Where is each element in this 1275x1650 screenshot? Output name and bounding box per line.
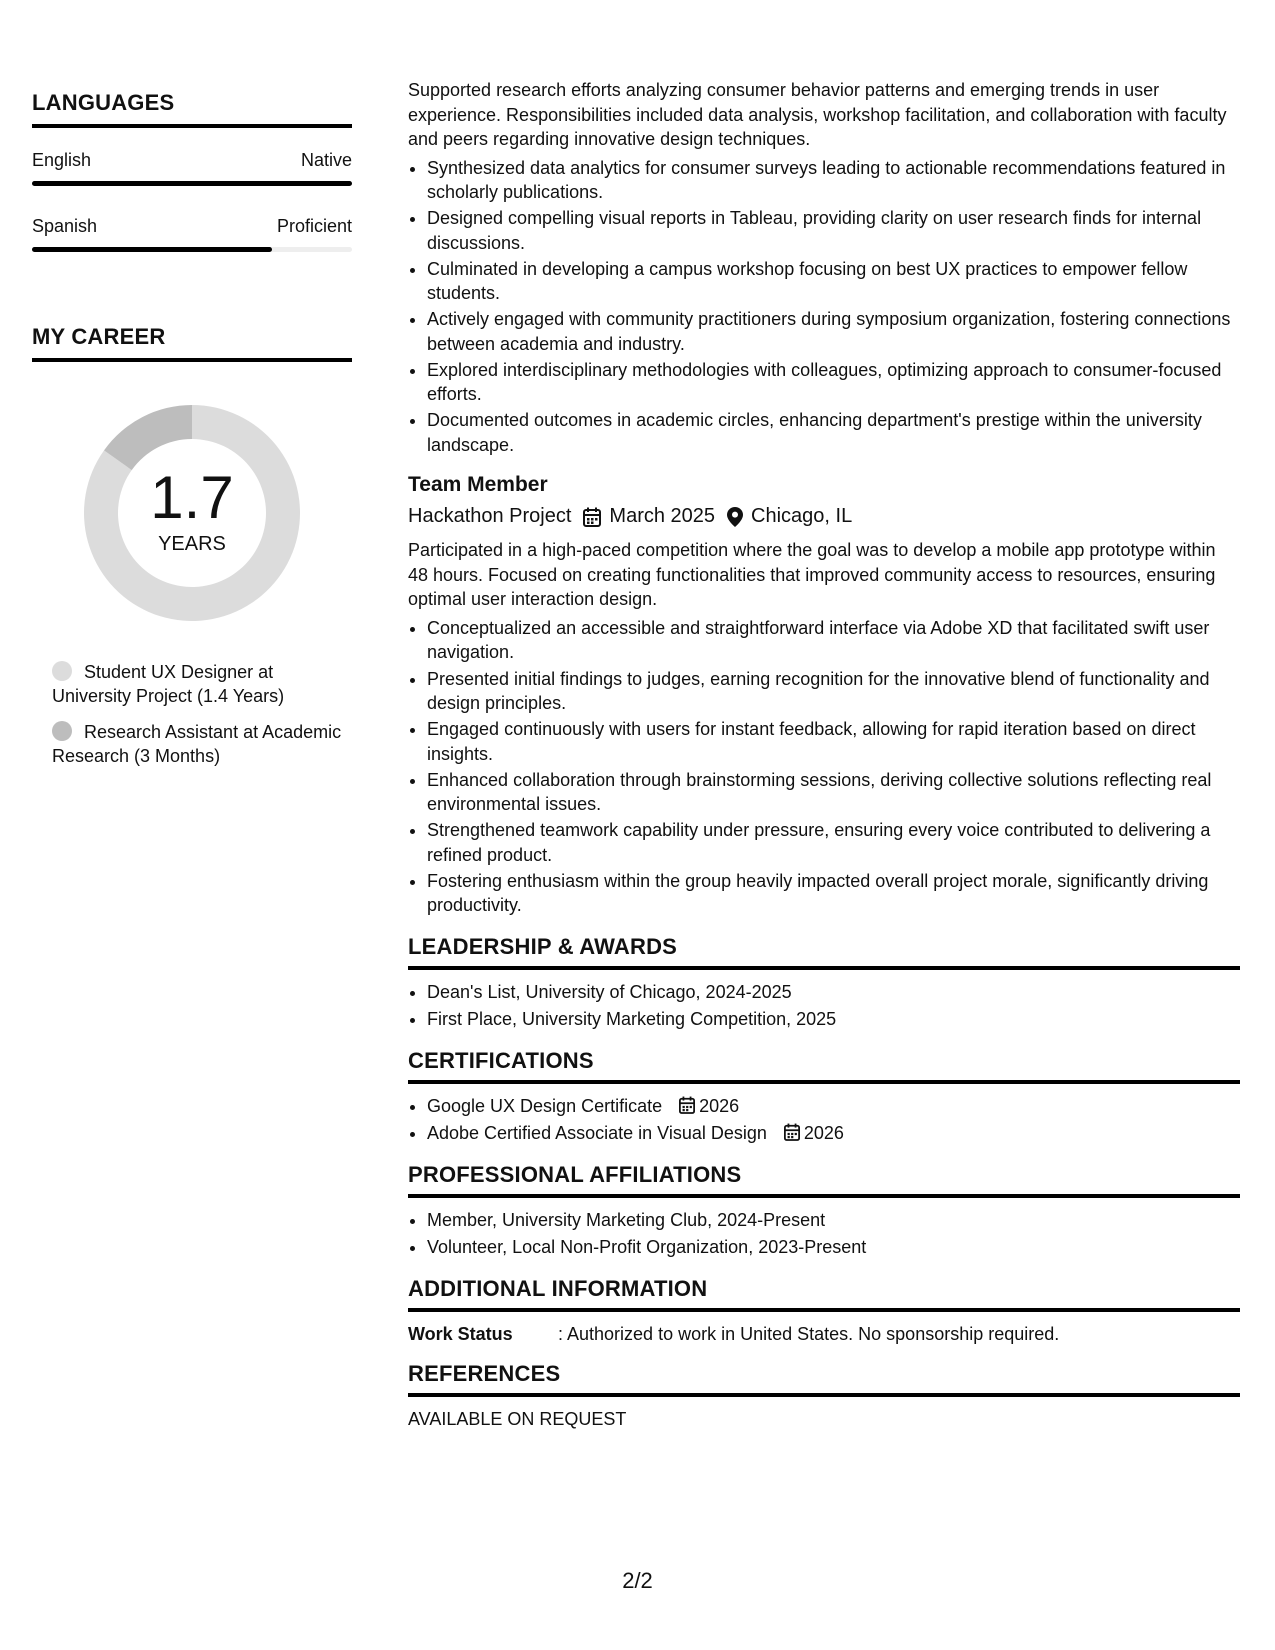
career-total-unit: YEARS	[158, 533, 226, 555]
list-item: • Culminated in developing a campus workshop focusing on best UX practices to empower fellow students.	[427, 257, 1240, 306]
list-item: • Member, University Marketing Club, 2024-Present	[427, 1208, 1240, 1233]
right-column	[408, 78, 1240, 1430]
career-total-value: 1.7	[150, 464, 234, 531]
references-heading: REFERENCES	[408, 1360, 561, 1386]
proficiency-bar-fill	[32, 247, 272, 252]
certification-name: Google UX Design Certificate	[427, 1095, 663, 1116]
work-status-label: Work Status	[408, 1323, 513, 1344]
section-rule	[408, 1080, 1240, 1084]
experience-bullets	[408, 156, 1240, 458]
legend-label: Student UX Designer at University Project (1.4 Years)	[52, 662, 285, 706]
job-meta	[408, 505, 1240, 528]
list-item: • Conceptualized an accessible and straightforward interface via Adobe XD that facilitated swift user navigation.	[427, 616, 1240, 665]
list-item: • Designed compelling visual reports in Tableau, providing clarity on user research finds for internal discussions.	[427, 206, 1240, 255]
legend-swatch	[52, 661, 72, 681]
list-item: • Fostering enthusiasm within the group heavily impacted overall project morale, significantly driving productivity.	[427, 869, 1240, 918]
affiliations-section	[408, 1162, 1240, 1260]
job-organization: Hackathon Project	[408, 505, 572, 528]
calendar-icon	[679, 1096, 695, 1114]
work-status-value: : Authorized to work in United States. No sponsorship required.	[558, 1323, 1060, 1344]
experience-bullets	[408, 616, 1240, 918]
certification-name: Adobe Certified Associate in Visual Design	[427, 1123, 767, 1144]
language-name: Spanish	[32, 216, 98, 236]
leadership-list	[408, 980, 1240, 1032]
list-item: • Synthesized data analytics for consumer surveys leading to actionable recommendations featured in scholarly publications.	[427, 156, 1240, 205]
section-rule	[32, 358, 352, 362]
list-item	[427, 1121, 1240, 1146]
experience-description: Participated in a high-paced competition where the goal was to develop a mobile app prototype within 48 hours. Focused on creating functionalities that improved community access to resources, ensuring optimal user interaction design.	[408, 540, 1216, 610]
additional-info-heading: ADDITIONAL INFORMATION	[408, 1275, 708, 1301]
list-item: • Engaged continuously with users for instant feedback, allowing for rapid iteration based on direct insights.	[427, 717, 1240, 766]
certification-year: 2026	[803, 1123, 844, 1144]
location-pin-icon	[727, 507, 743, 527]
list-item	[427, 1094, 1240, 1119]
work-status-row	[408, 1324, 1240, 1345]
leadership-section	[408, 934, 1240, 1032]
experience-entry	[408, 473, 1240, 917]
list-item: • Dean's List, University of Chicago, 2024-2025	[427, 980, 1240, 1005]
section-rule	[408, 1194, 1240, 1198]
references-text: AVAILABLE ON REQUEST	[408, 1408, 627, 1429]
page-number: 2/2	[622, 1568, 653, 1593]
proficiency-bar	[32, 247, 352, 252]
list-item: • Strengthened teamwork capability under pressure, ensuring every voice contributed to delivering a refined product.	[427, 818, 1240, 867]
list-item: • Actively engaged with community practitioners during symposium organization, fostering connections between academia and industry.	[427, 307, 1240, 356]
language-level: Native	[300, 150, 352, 170]
language-name: English	[32, 150, 92, 170]
references-section	[408, 1361, 1240, 1430]
career-donut-chart	[77, 398, 307, 628]
job-title: Team Member	[408, 473, 548, 497]
leadership-heading: LEADERSHIP & AWARDS	[408, 933, 678, 959]
additional-info-section	[408, 1276, 1240, 1345]
list-item: • Volunteer, Local Non-Profit Organization, 2023-Present	[427, 1235, 1240, 1260]
career-section	[32, 324, 352, 768]
experience-entry	[408, 78, 1240, 457]
career-donut-wrap	[32, 398, 352, 628]
legend-item	[52, 660, 352, 708]
legend-swatch	[52, 721, 72, 741]
languages-heading: LANGUAGES	[32, 90, 175, 115]
affiliations-heading: PROFESSIONAL AFFILIATIONS	[408, 1161, 742, 1187]
list-item: • Presented initial findings to judges, earning recognition for the innovative blend of functionality and design principles.	[427, 667, 1240, 716]
legend-label: Research Assistant at Academic Research (3 Months)	[52, 722, 342, 766]
list-item: • Enhanced collaboration through brainstorming sessions, deriving collective solutions reflecting real environmental issues.	[427, 768, 1240, 817]
list-item: • Explored interdisciplinary methodologies with colleagues, optimizing approach to consumer-focused efforts.	[427, 358, 1240, 407]
proficiency-bar-fill	[32, 181, 352, 186]
certifications-section	[408, 1048, 1240, 1146]
language-level: Proficient	[276, 216, 352, 236]
section-rule	[408, 1308, 1240, 1312]
left-column	[32, 90, 352, 780]
section-rule	[408, 1393, 1240, 1397]
proficiency-bar	[32, 181, 352, 186]
section-rule	[408, 966, 1240, 970]
section-rule	[32, 124, 352, 128]
calendar-icon	[583, 507, 601, 527]
career-legend	[32, 660, 352, 768]
certifications-heading: CERTIFICATIONS	[408, 1047, 594, 1073]
job-location: Chicago, IL	[751, 505, 853, 528]
job-date: March 2025	[609, 505, 716, 528]
language-item	[32, 150, 352, 186]
legend-item	[52, 720, 352, 768]
certification-year: 2026	[699, 1095, 740, 1116]
certifications-list	[408, 1094, 1240, 1146]
list-item: • Documented outcomes in academic circles, enhancing department's prestige within the university landscape.	[427, 408, 1240, 457]
calendar-icon	[784, 1123, 800, 1141]
language-item	[32, 216, 352, 252]
experience-description: Supported research efforts analyzing consumer behavior patterns and emerging trends in user experience. Responsibilities included data analysis, workshop facilitation, and collaboration with faculty and peers regarding innovative design techniques.	[408, 80, 1227, 149]
affiliations-list	[408, 1208, 1240, 1260]
career-heading: MY CAREER	[32, 324, 166, 349]
list-item: • First Place, University Marketing Competition, 2025	[427, 1007, 1240, 1032]
languages-section	[32, 90, 352, 252]
